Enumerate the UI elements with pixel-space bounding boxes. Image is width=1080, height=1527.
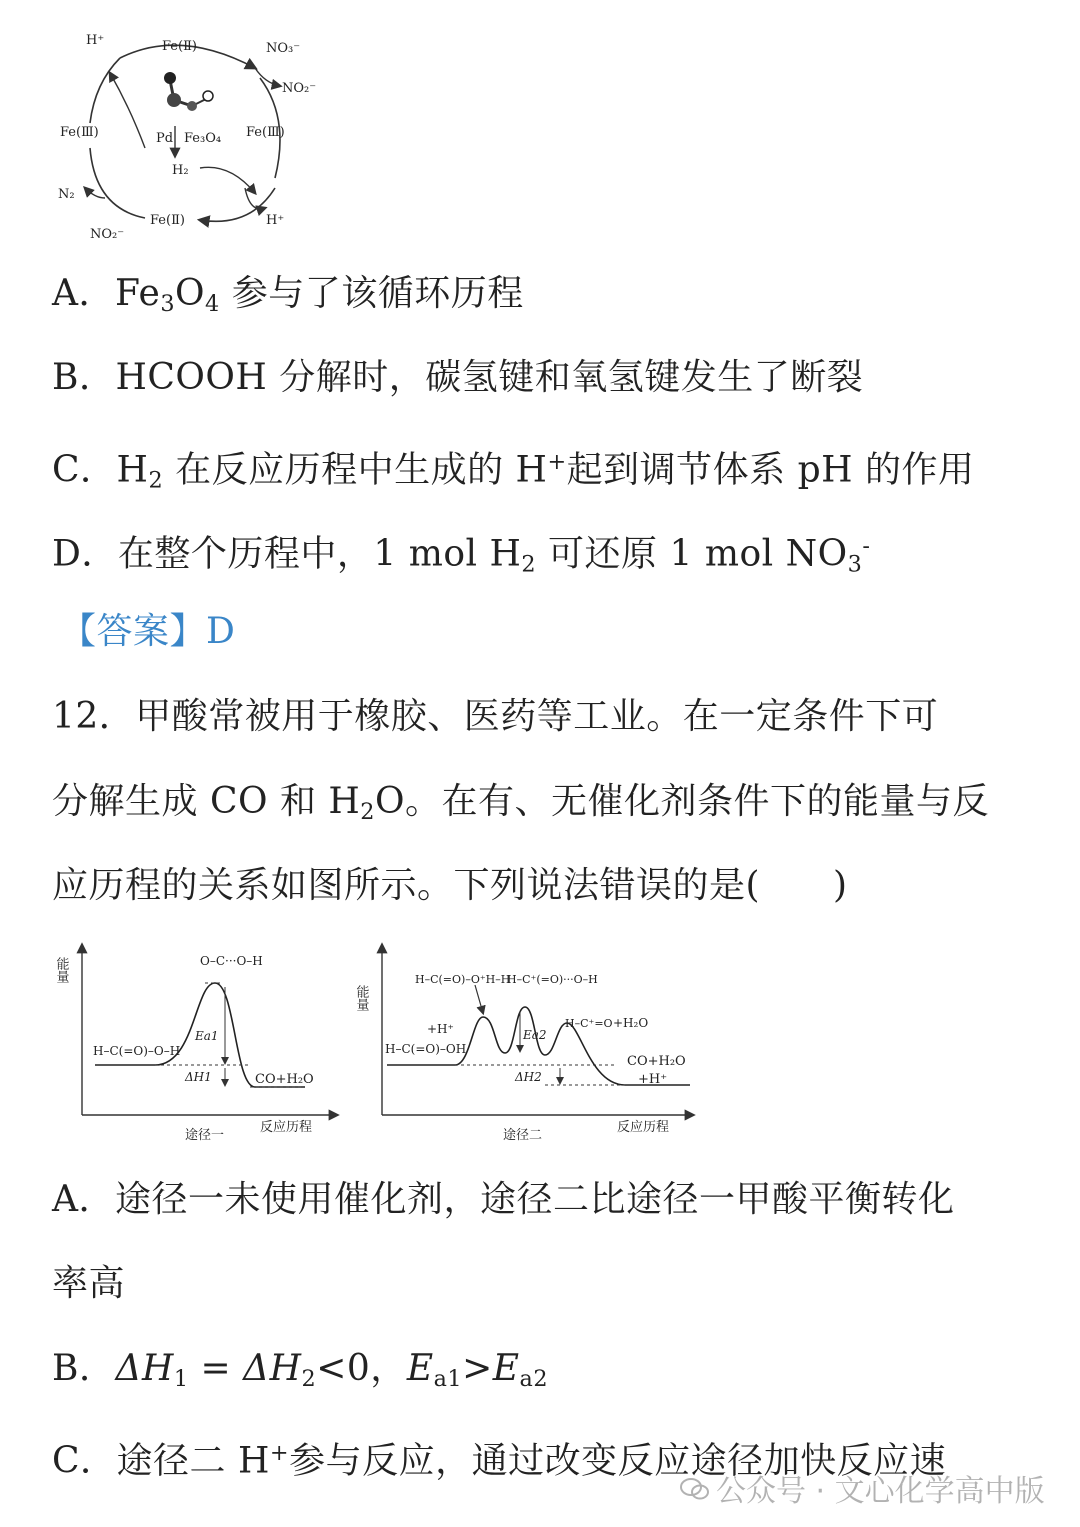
label-n2: N₂ — [58, 187, 75, 202]
label-hplus-bottom: H⁺ — [266, 213, 285, 228]
label-no3-top: NO₃⁻ — [266, 41, 301, 56]
h-plus-reactant: +H⁺ — [427, 1022, 454, 1036]
ylabel-path2: 能量 — [353, 985, 369, 1011]
intermediate-3: H–C⁺=O — [565, 1017, 613, 1030]
label-no2-top: NO₂⁻ — [282, 81, 317, 96]
answer-value: D — [206, 611, 236, 652]
label-fe2-top: Fe(Ⅱ) — [162, 39, 197, 54]
answer-bracket: 【答案】 — [60, 611, 207, 652]
q12-option-b: B．$\Delta H_1 = \Delta H_2<0$，$E_{a1}>E_{a2}$ — [52, 1348, 549, 1393]
q12-option-a-line2: 率高 — [52, 1263, 126, 1304]
ea2-label: Ea2 — [523, 1028, 547, 1042]
label-h2: H₂ — [172, 163, 189, 178]
wechat-icon — [680, 1475, 710, 1510]
path-label-1: 途径一 — [185, 1128, 225, 1143]
cycle-diagram — [50, 28, 317, 248]
ylabel-path1: 能量 — [53, 957, 69, 983]
watermark — [680, 1466, 1045, 1510]
product-path1: CO+H₂O — [255, 1072, 314, 1087]
energy-diagram-path1 — [55, 935, 345, 1150]
q11-option-d: D．在整个历程中，1 mol $H_2$ 可还原 1 mol $NO_3^-$ — [52, 533, 871, 578]
reactant-hcooh-path2: H–C(=O)–OH — [385, 1042, 467, 1056]
answer-line — [60, 610, 235, 654]
energy-diagram-path2 — [355, 935, 700, 1150]
ea1-label: Ea1 — [195, 1029, 219, 1043]
q12-option-a-line1: A．途径一未使用催化剂，途径二比途径一甲酸平衡转化 — [52, 1179, 955, 1220]
xlabel-path2: 反应历程 — [617, 1120, 670, 1135]
label-fe3o4: Fe₃O₄ — [184, 131, 222, 146]
intermediate-1: H–C(=O)–O⁺H–H — [415, 973, 511, 986]
transition-state-path1: O–C···O–H — [200, 954, 263, 968]
formic-acid-molecule — [164, 72, 213, 111]
xlabel-path1: 反应历程 — [260, 1120, 313, 1135]
q11-option-a: A．$Fe_3O_4$ 参与了该循环历程 — [52, 273, 524, 318]
plus-h2o-label: +H₂O — [613, 1016, 649, 1030]
label-hplus-top: H⁺ — [86, 33, 105, 48]
label-no2-bottom: NO₂⁻ — [90, 227, 125, 242]
q12-option-c: C．途径二 H+参与反应，通过改变反应途径加快反应速 — [52, 1440, 947, 1482]
label-pd: Pd — [156, 131, 174, 146]
product-path2-line1: CO+H₂O — [627, 1054, 686, 1069]
dh1-label: ΔH1 — [185, 1070, 212, 1084]
dh2-label: ΔH2 — [515, 1070, 542, 1084]
label-fe3-left: Fe(Ⅲ) — [60, 125, 99, 140]
watermark-text: 公众号 · 文心化学高中版 — [716, 1474, 1045, 1509]
label-fe2-bottom: Fe(Ⅱ) — [150, 213, 185, 228]
q12-stem-line2: 分解生成 CO 和 $H_2O$。在有、无催化剂条件下的能量与反 — [52, 781, 990, 826]
label-fe3-right: Fe(Ⅲ) — [246, 125, 285, 140]
intermediate-2: H–C⁺(=O)···O–H — [507, 973, 598, 986]
reactant-hcooh-path1: H–C(=O)–O–H — [93, 1044, 181, 1058]
product-path2-line2: +H⁺ — [638, 1072, 668, 1087]
q11-option-c: C．$H_2$ 在反应历程中生成的 H+起到调节体系 pH 的作用 — [52, 449, 975, 494]
path-label-2: 途径二 — [503, 1128, 543, 1143]
q11-option-b: B．HCOOH 分解时，碳氢键和氧氢键发生了断裂 — [52, 357, 864, 398]
q12-stem-line3: 应历程的关系如图所示。下列说法错误的是( ) — [52, 865, 848, 906]
q12-stem-line1: 12．甲酸常被用于橡胶、医药等工业。在一定条件下可 — [52, 696, 939, 737]
